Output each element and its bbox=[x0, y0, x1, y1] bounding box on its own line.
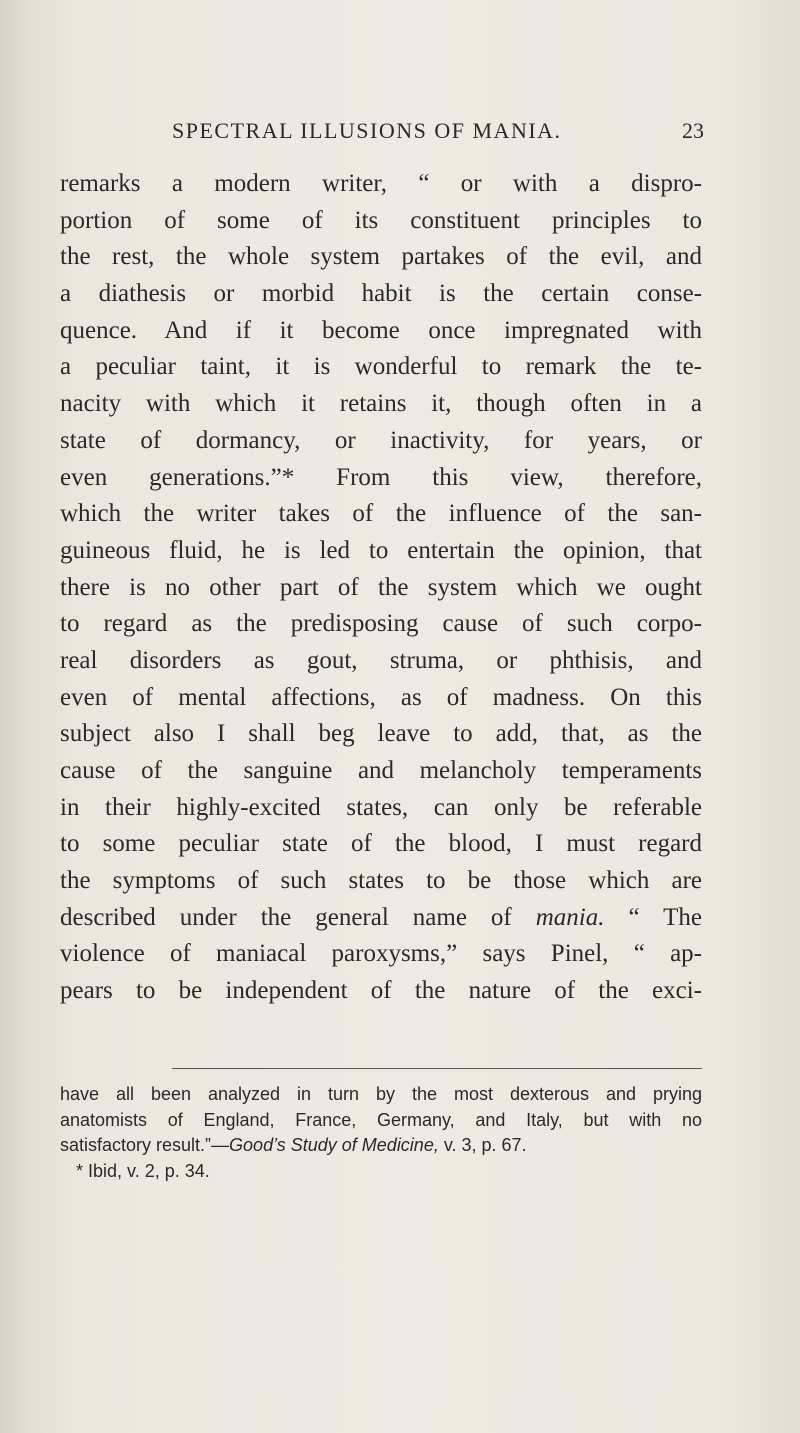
footnote-line-mixed bbox=[60, 1133, 702, 1159]
text-line: there is no other part of the system which we ought bbox=[60, 573, 702, 601]
text-line: to some peculiar state of the blood, I must regard bbox=[60, 830, 702, 858]
text-line: to regard as the predisposing cause of such corpo- bbox=[60, 610, 702, 638]
text-line: remarks a modern writer, “ or with a dispro- bbox=[60, 170, 702, 197]
text-line: subject also I shall beg leave to add, that, as the bbox=[60, 720, 702, 748]
text-line: the rest, the whole system partakes of the evil, and bbox=[60, 243, 702, 271]
footnote-line: * Ibid, v. 2, p. 34. bbox=[76, 1160, 210, 1181]
text-segment: described under the general name of bbox=[60, 903, 512, 931]
citation-title: Good’s Study of Medicine, bbox=[229, 1135, 439, 1155]
text-line: the symptoms of such states to be those which are bbox=[60, 867, 702, 895]
text-line: pears to be independent of the nature of the exci- bbox=[60, 977, 702, 1005]
running-title: SPECTRAL ILLUSIONS OF MANIA. bbox=[172, 118, 562, 143]
running-header bbox=[160, 118, 704, 148]
text-segment: satisfactory result.”— bbox=[60, 1135, 230, 1155]
text-line: nacity with which it retains it, though often in a bbox=[60, 390, 702, 418]
text-line: portion of some of its constituent principles to bbox=[60, 206, 702, 234]
text-line: cause of the sanguine and melancholy temperaments bbox=[60, 757, 702, 784]
text-line: violence of maniacal paroxysms,” says Pinel, “ ap- bbox=[60, 940, 702, 968]
text-line: even generations.”* From this view, therefore, bbox=[60, 463, 702, 491]
text-line: a peculiar taint, it is wonderful to remark the te- bbox=[60, 353, 702, 381]
text-segment: “ The bbox=[628, 903, 703, 931]
footnote-line: have all been analyzed in turn by the most dexterous and prying bbox=[60, 1084, 702, 1104]
text-segment: v. 3, p. 67. bbox=[443, 1135, 527, 1155]
text-line: in their highly-excited states, can only be referable bbox=[60, 793, 702, 821]
text-line: which the writer takes of the influence of the san- bbox=[60, 500, 702, 528]
body-text bbox=[60, 166, 702, 1010]
text-line: quence. And if it become once impregnated with bbox=[60, 316, 702, 344]
italic-term: mania. bbox=[535, 903, 605, 931]
footnote-divider bbox=[172, 1068, 702, 1069]
text-line: a diathesis or morbid habit is the certain conse- bbox=[60, 280, 702, 308]
footnote-line: anatomists of England, France, Germany, and Italy, but with no bbox=[60, 1109, 702, 1130]
page-number: 23 bbox=[682, 118, 704, 143]
text-line: guineous fluid, he is led to entertain the opinion, that bbox=[60, 536, 702, 564]
text-line-mixed bbox=[60, 900, 702, 937]
text-line: even of mental affections, as of madness. On this bbox=[60, 683, 702, 711]
text-line: real disorders as gout, struma, or phthisis, and bbox=[60, 646, 702, 674]
text-line: state of dormancy, or inactivity, for years, or bbox=[60, 426, 702, 454]
footnotes bbox=[60, 1082, 702, 1184]
